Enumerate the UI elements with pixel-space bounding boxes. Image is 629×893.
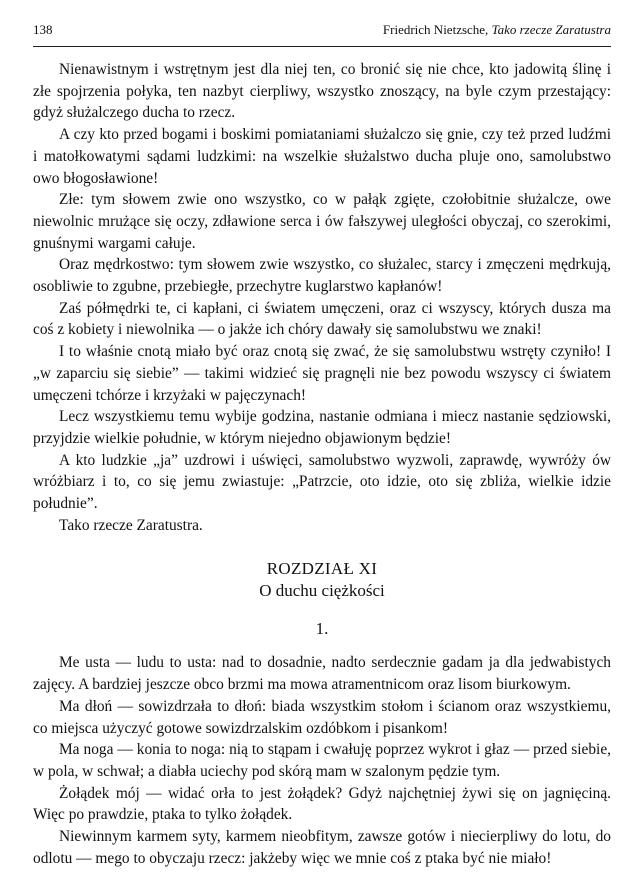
page-body <box>33 59 611 870</box>
paragraph: Ma noga — konia to noga: nią to stąpam i cwałuję poprzez wykrot i głaz — przed siebie, w pola, w schwał; a diabła uciechy pod skórą mam w szalonym pędzie tym. <box>33 741 611 780</box>
chapter-subtitle: O duchu ciężkości <box>259 581 385 601</box>
paragraph: Nienawistnym i wstrętnym jest dla niej ten, co bronić się nie chce, kto jadowitą ślinę i złe spojrzenia połyka, ten nazbyt cierpliwy, wszystko znoszący, na byle czym przestający: gdyż służalczego ducha to rzecz. <box>33 61 611 122</box>
paragraph: Niewinnym karmem syty, karmem nieobfitym, zawsze gotów i niecierpliwy do lotu, do odlotu — mego to obyczaju rzecz: jakżeby więc we mnie coś z ptaka być nie miało! <box>33 828 611 867</box>
running-head-title: Tako rzecze Zaratustra <box>491 22 611 37</box>
section-number: 1. <box>315 619 329 639</box>
paragraph: A czy kto przed bogami i boskimi pomiataniami służalczo się gnie, czy też przed ludźmi i matołkowatymi sądami ludzkimi: na wszelkie służalstwo ducha pluje ono, samolubstwo owo błogosławione! <box>33 126 611 187</box>
paragraph: I to właśnie cnotą miało być oraz cnotą się zwać, że się samolubstwu wstręty czyniło! I „w zaparciu się siebie” — takimi widzieć się pragnęli nie bez powodu wszyscy ci światem umęczeni tchórze i krzyżaki w pajęczynach! <box>33 343 611 404</box>
paragraph: Ma dłoń — sowizdrzała to dłoń: biada wszystkim stołom i ścianom oraz wszystkiemu, co miejsca użyczyć gotowe sowizdrzalskim ozdóbkom i pisankom! <box>33 697 611 737</box>
paragraph: A kto ludzkie „ja” uzdrowi i uświęci, samolubstwo wyzwoli, zaprawdę, wywróży ów wróżbiarz i to, co się jemu zwiastuje: „Patrzcie, oto idzie, oto się zbliża, wielkie idzie południe”. <box>33 451 611 513</box>
paragraph: Zaś półmędrki te, ci kapłani, ci światem umęczeni, oraz ci wszyscy, których dusza ma coś z kobiety i niewolnika — o jakże ich chóry dawały się samolubstwu we znaki! <box>33 299 611 339</box>
page-number: 138 <box>33 22 53 37</box>
chapter-heading-block <box>33 558 611 640</box>
paragraph: Oraz mędrkostwo: tym słowem zwie wszystko, co służalec, starcy i zmęczeni mędrkują, osobliwie to zgubne, przebiegłe, przechytre kuglarstwo kapłanów! <box>33 256 611 296</box>
page-header <box>33 22 611 44</box>
paragraph: Żołądek mój — widać orła to jest żołądek? Gdyż najchętniej żywi się on jagnięciną. Więc po prawdzie, ptaka to tylko żołądek. <box>33 784 611 824</box>
header-rule <box>33 46 611 47</box>
paragraph: Me usta — ludu to usta: nad to dosadnie, nadto serdecznie gadam ja dla jedwabistych zajęcy. A bardziej jeszcze obco brzmi ma mowa atramentnicom oraz lisom biurkowym. <box>33 654 611 694</box>
paragraph: Złe: tym słowem zwie ono wszystko, co w pałąk zgięte, czołobitnie służalcze, owe niewolnic mrużące się oczy, zdławione serca i ów fałszywej uległości obyczaj, co szerokimi, gnuśnymi wargami całuje. <box>33 191 611 252</box>
closing-line: Tako rzecze Zaratustra. <box>59 516 203 534</box>
running-head <box>383 22 611 38</box>
chapter-heading: ROZDZIAŁ XI <box>266 559 378 579</box>
running-head-author: Friedrich Nietzsche, <box>382 22 489 37</box>
paragraph: Lecz wszystkiemu temu wybije godzina, nastanie odmiana i miecz nastanie sędziowski, przyjdzie wielkie południe, w którym niejedno objawionym będzie! <box>33 408 611 447</box>
